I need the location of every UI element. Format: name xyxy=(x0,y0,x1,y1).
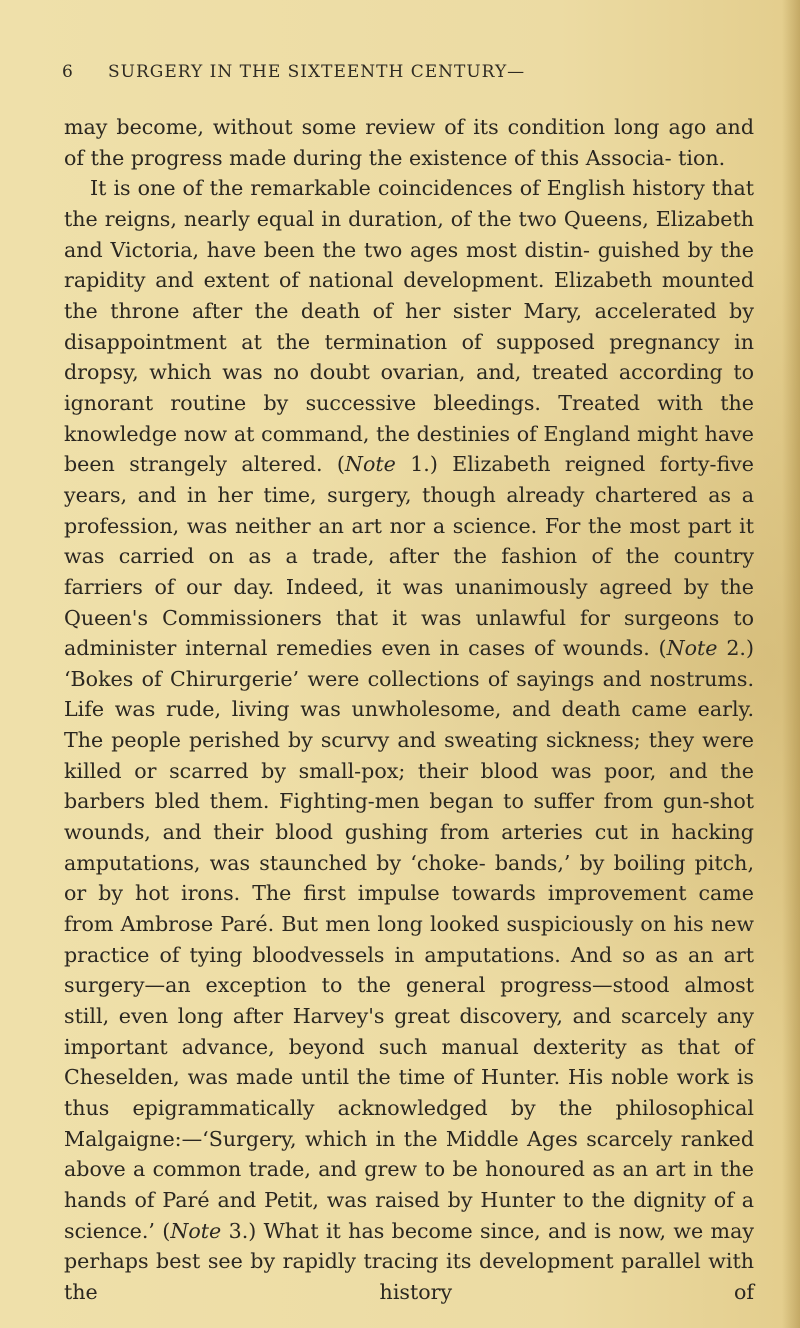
paragraph-1: may become, without some review of its condition long ago and of the progress made during the existence of this Associa- tion. xyxy=(64,115,754,170)
running-title: SURGERY IN THE SIXTEENTH CENTURY— xyxy=(108,62,526,82)
paragraph-2-part-1: It is one of the remarkable coincidences of English history that the reigns, nearly equal in duration, of the two Queens, Elizabeth and Victoria, have been the two ages most distin- guished by the rapidity and extent of national development. Elizabeth mounted the throne after the death of her sister Mary, accelerated by disappointment at the termination of supposed pregnancy in dropsy, which was no doubt ovarian, and, treated according to ignorant routine by successive bleedings. Treated with the knowledge now at command, the destinies of England might have been strangely altered. ( xyxy=(64,176,754,477)
note-3-label: Note xyxy=(170,1218,222,1243)
paragraph-2-part-3: 2.) ‘Bokes of Chirurgerie’ were collections of sayings and nostrums. Life was rude, living was unwholesome, and death came early. The people perished by scurvy and sweating sickness; they were killed or scarred by small-pox; their blood was poor, and the barbers bled them. Fighting-men began to suffer from gun-shot wounds, and their blood gushing from arteries cut in hacking amputations, was staunched by ‘choke- bands,’ by boiling pitch, or by hot irons. The first impulse towards improvement came from Ambrose Paré. But men long looked suspiciously on his new practice of tying bloodvessels in amputations. And so as an art surgery—an exception to the general progress—stood almost still, even long after Harvey's great discovery, and scarcely any important advance, beyond such manual dexterity as that of Cheselden, was made until the time of Hunter. His noble work is thus epigrammatically acknowledged by the philosophical Malgaigne:—‘Surgery, which in the Middle Ages scarcely ranked above a common trade, and grew to be honoured as an art in the hands of Paré and Petit, was raised by Hunter to the dignity of a science.’ ( xyxy=(64,636,755,1243)
paragraph-2-part-4: 3.) What it has become since, and is now, we may perhaps best see by rapidly tracing its development parallel with the history of xyxy=(64,1218,754,1304)
page-edge-shadow xyxy=(782,0,800,1328)
page-number: 6 xyxy=(62,62,74,82)
paragraph-2 xyxy=(64,173,754,1307)
body-text xyxy=(64,112,754,1308)
note-1-label: Note xyxy=(344,452,396,477)
paragraph-2-part-2: 1.) Elizabeth reigned forty-five years, and in her time, surgery, though already chartered as a profession, was neither an art nor a science. For the most part it was carried on as a trade, after the fashion of the country farriers of our day. Indeed, it was unanimously agreed by the Queen's Commissioners that it was unlawful for surgeons to administer internal remedies even in cases of wounds. ( xyxy=(64,452,754,661)
note-2-label: Note xyxy=(666,636,718,661)
